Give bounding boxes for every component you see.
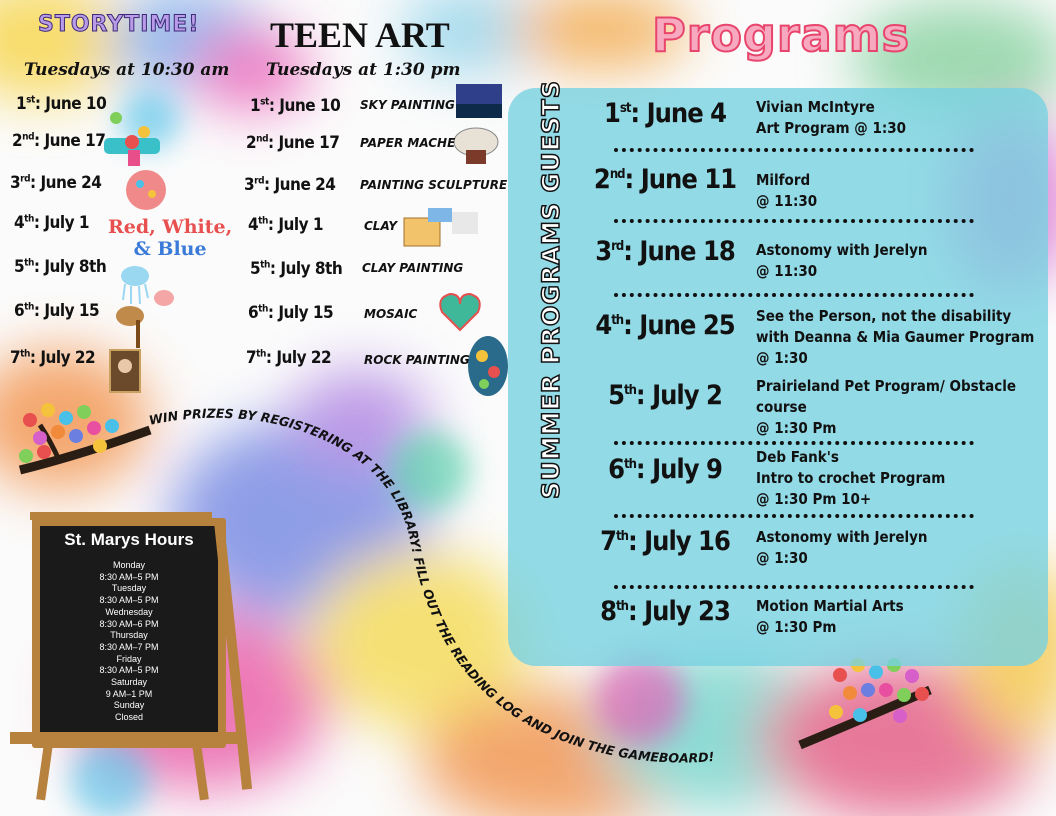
teen-art-date: 1st: June 10	[250, 96, 341, 116]
hours-line: 8:30 AM–5 PM	[99, 665, 159, 676]
program-description: Astonomy with Jerelyn @ 1:30	[756, 528, 928, 567]
hours-line: Closed	[114, 712, 143, 723]
storytime-session: 1st: June 10	[16, 94, 107, 114]
hours-line: Saturday	[110, 677, 148, 688]
program-date: 1st: June 4	[603, 98, 727, 129]
storytime-session: 2nd: June 17	[12, 131, 106, 151]
program-description: Milford @ 11:30	[756, 171, 818, 210]
easel-shelf	[10, 732, 240, 744]
hours-line: Wednesday	[105, 606, 153, 617]
program-description: Astonomy with Jerelyn @ 11:30	[756, 241, 928, 280]
teen-art-date: 3rd: June 24	[244, 175, 336, 195]
hours-line: Friday	[116, 653, 142, 664]
hours-line: 9 AM–1 PM	[105, 688, 153, 699]
hours-line: 8:30 AM–5 PM	[99, 571, 159, 582]
program-description: Prairieland Pet Program/ Obstacle course @ 1:30 Pm	[756, 377, 1017, 437]
program-date: 2nd: June 11	[593, 164, 737, 195]
theme-line-1: Red, White,	[108, 216, 233, 238]
program-date: 6th: July 9	[608, 454, 722, 485]
teen-art-activity: PAINTING SCULPTURE	[360, 178, 508, 192]
program-description: Vivian McIntyre Art Program @ 1:30	[756, 98, 907, 137]
program-date: 7th: July 16	[600, 526, 730, 557]
storytime-session: 4th: July 1	[14, 213, 90, 233]
theme-line-2: & Blue	[133, 238, 207, 260]
storytime-time: Tuesdays at 10:30 am	[24, 60, 230, 80]
hours-chalkboard	[32, 518, 226, 748]
hours-title: St. Marys Hours	[64, 530, 194, 549]
hours-line: 8:30 AM–7 PM	[99, 641, 159, 652]
banner-text: WIN PRIZES BY REGISTERING AT THE LIBRARY! FILL OUT THE READING LOG AND JOIN THE GAMEBOARD!	[147, 405, 715, 766]
hours-line: 8:30 AM–6 PM	[99, 618, 159, 629]
teen-art-date: 2nd: June 17	[246, 133, 340, 153]
teen-art-activity: MOSAIC	[364, 307, 418, 321]
program-date: 3rd: June 18	[595, 236, 735, 267]
hours-line: Monday	[112, 560, 146, 570]
hours-line: Tuesday	[111, 583, 147, 594]
program-description: See the Person, not the disability with Deanna & Mia Gaumer Program @ 1:30	[756, 307, 1035, 367]
program-date: 8th: July 23	[600, 596, 730, 627]
program-description: Motion Martial Arts @ 1:30 Pm	[756, 597, 904, 636]
teen-art-activity: CLAY PAINTING	[362, 261, 464, 275]
program-date: 5th: July 2	[608, 380, 722, 411]
programs-title: Programs	[652, 8, 910, 62]
teen-art-date: 7th: July 22	[246, 348, 332, 368]
storytime-session: 5th: July 8th	[14, 257, 107, 277]
teen-art-activity: PAPER MACHE	[360, 136, 456, 150]
teen-art-activity: ROCK PAINTING	[364, 353, 470, 367]
hours-line: Sunday	[113, 700, 145, 711]
svg-text:WIN PRIZES BY REGISTERING AT T	[148, 406, 715, 766]
storytime-title: STORYTIME!	[38, 12, 200, 37]
hours-list	[40, 560, 218, 724]
teen-art-date: 5th: July 8th	[250, 259, 343, 279]
hours-line: Thursday	[110, 630, 148, 641]
program-description: Deb Fank's Intro to crochet Program @ 1:30 Pm 10+	[756, 448, 946, 508]
storytime-session: 3rd: June 24	[10, 173, 102, 193]
teen-art-date: 6th: July 15	[248, 303, 334, 323]
teen-art-time: Tuesdays at 1:30 pm	[266, 60, 461, 80]
hours-line: 8:30 AM–5 PM	[99, 595, 159, 606]
program-date: 4th: June 25	[595, 310, 735, 341]
teen-art-date: 4th: July 1	[248, 215, 324, 235]
summer-programs-guests-label: SUMMER PROGRAMS GUESTS	[537, 79, 565, 499]
teen-art-title: TEEN ART	[270, 15, 450, 55]
teen-art-activity: SKY PAINTING	[360, 98, 455, 112]
storytime-session: 6th: July 15	[14, 301, 100, 321]
teen-art-activity: CLAY	[364, 219, 398, 233]
storytime-session: 7th: July 22	[10, 348, 96, 368]
